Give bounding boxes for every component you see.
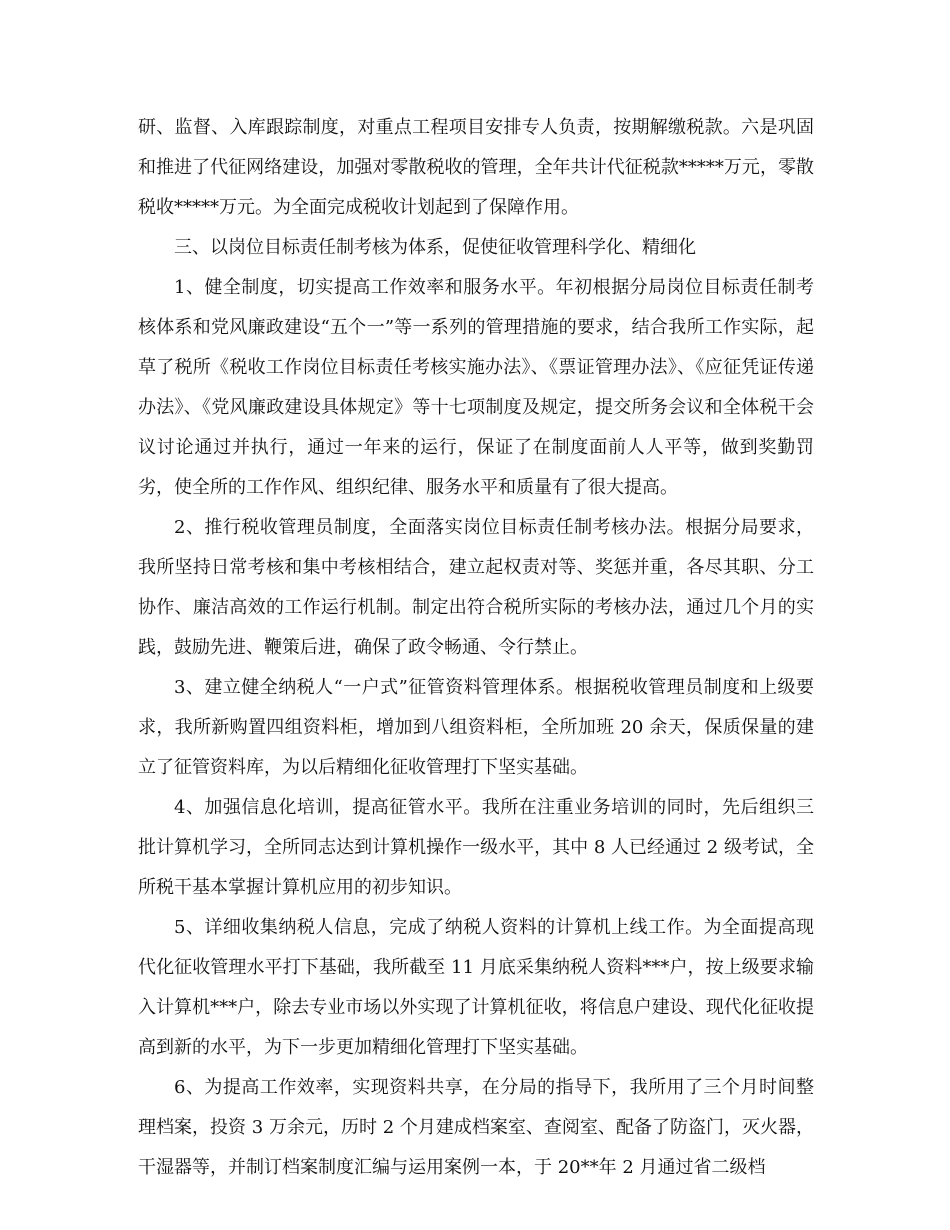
document-body: [138, 108, 814, 1188]
paragraph-item-1: 1、健全制度，切实提高工作效率和服务水平。年初根据分局岗位目标责任制考核体系和党风廉政建设“五个一”等一系列的管理措施的要求，结合我所工作实际，起草了税所《税收工作岗位目标责任考核实施办法》、《票证管理办法》、《应征凭证传递办法》、《党风廉政建设具体规定》等十七项制度及规定，提交所务会议和全体税干会议讨论通过并执行，通过一年来的运行，保证了在制度面前人人平等，做到奖勤罚劣，使全所的工作作风、组织纪律、服务水平和质量有了很大提高。: [138, 277, 814, 498]
paragraph-continuation: 研、监督、入库跟踪制度，对重点工程项目安排专人负责，按期解缴税款。六是巩固和推进了代征网络建设，加强对零散税收的管理，全年共计代征税款*****万元，零散税收*****万元。为全面完成税收计划起到了保障作用。: [138, 117, 814, 218]
paragraph-item-6: 6、为提高工作效率，实现资料共享，在分局的指导下，我所用了三个月时间整理档案，投资 3 万余元，历时 2 个月建成档案室、查阅室、配备了防盗门，灭火器，干湿器等，并制订档案制度汇编与运用案例一本，于 20**年 2 月通过省二级档: [138, 1077, 814, 1178]
paragraph-item-4: 4、加强信息化培训，提高征管水平。我所在注重业务培训的同时，先后组织三批计算机学习，全所同志达到计算机操作一级水平，其中 8 人已经通过 2 级考试，全所税干基本掌握计算机应用的初步知识。: [138, 797, 814, 898]
paragraph-item-5: 5、详细收集纳税人信息，完成了纳税人资料的计算机上线工作。为全面提高现代化征收管理水平打下基础，我所截至 11 月底采集纳税人资料***户，按上级要求输入计算机***户，除去专业市场以外实现了计算机征收，将信息户建设、现代化征收提高到新的水平，为下一步更加精细化管理打下坚实基础。: [138, 917, 814, 1058]
section-heading-3: 三、以岗位目标责任制考核为体系，促使征收管理科学化、精细化: [174, 237, 696, 258]
paragraph-item-2: 2、推行税收管理员制度，全面落实岗位目标责任制考核办法。根据分局要求，我所坚持日常考核和集中考核相结合，建立起权责对等、奖惩并重，各尽其职、分工协作、廉洁高效的工作运行机制。制定出符合税所实际的考核办法，通过几个月的实践，鼓励先进、鞭策后进，确保了政令畅通、令行禁止。: [138, 517, 814, 658]
paragraph-item-3: 3、建立健全纳税人“一户式”征管资料管理体系。根据税收管理员制度和上级要求，我所新购置四组资料柜，增加到八组资料柜，全所加班 20 余天，保质保量的建立了征管资料库，为以后精细化征收管理打下坚实基础。: [138, 677, 814, 778]
